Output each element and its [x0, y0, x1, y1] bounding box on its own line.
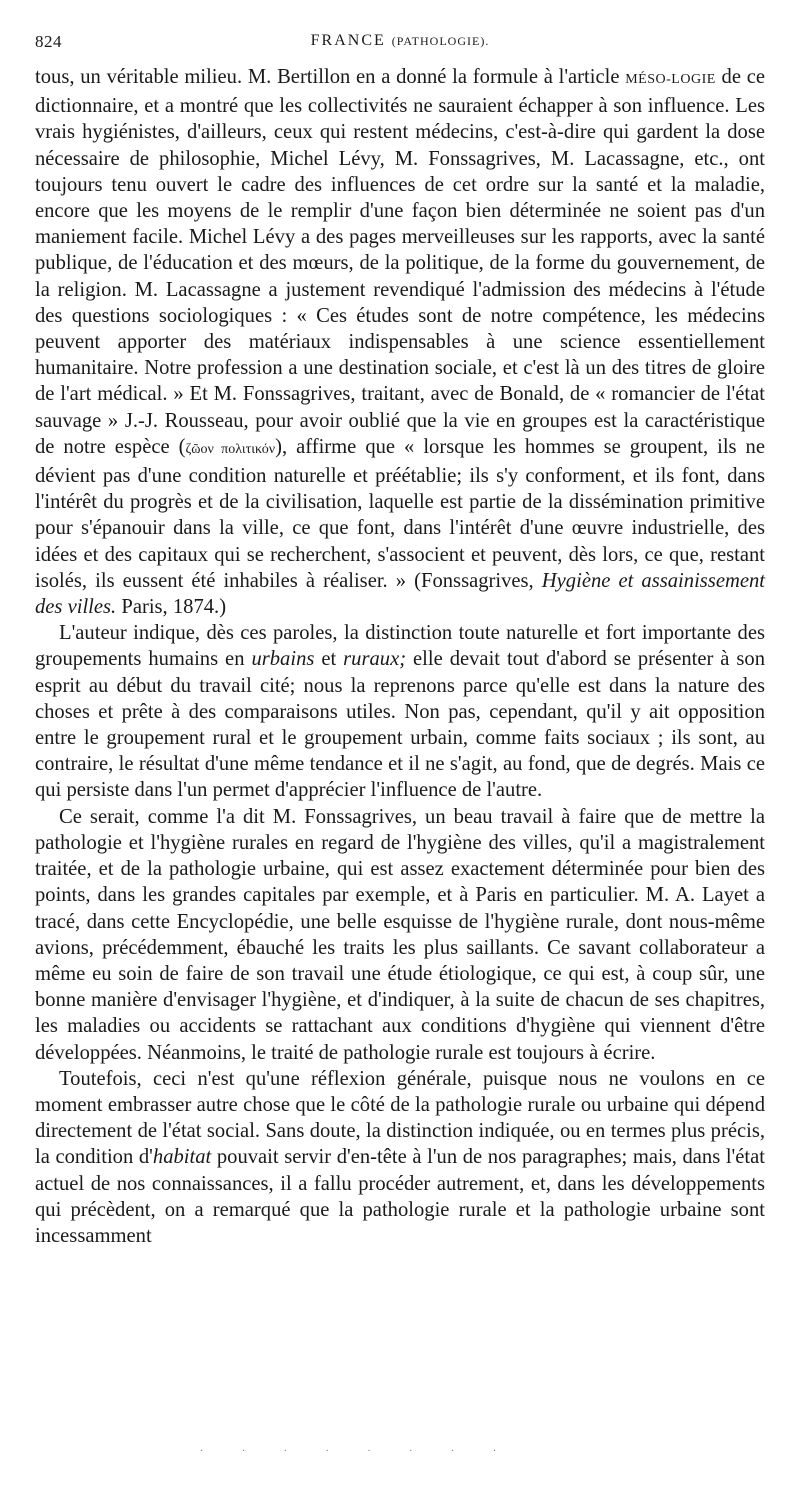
scan-artifact-dots: · · · · · · · · [200, 1446, 515, 1457]
p2-italic-2: ruraux; [343, 648, 407, 671]
p1-text-b: de ce dictionnaire, et a montré que les collectivités ne sauraient échapper à son influence. Les vrais hygiénistes, d'ailleurs, ceux qui restent médecins, c'est-à-dire qui gardent la dose nécessaire de philosophie, Michel Lévy, M. Fonssagrives, M. Lacassagne, etc., ont toujours tenu ouvert le cadre des influences de cet ordre sur la santé et la maladie, encore que les moyens de le remplir d'une façon bien déterminée ne soient pas d'un maniement facile. Michel Lévy a des pages merveilleuses sur les rapports, avec la santé publique, de l'éducation et des mœurs, de la politique, de la forme du gouvernement, de la religion. M. Lacassagne a justement revendiqué l'admission des médecins à l'étude des questions sociologiques : « Ces études sont de notre compétence, les médecins peuvent apporter des matériaux indispensables à une science essentiellement humanitaire. Notre profession a une destination sociale, et c'est là un des titres de gloire de l'art médical. » Et M. Fonssagrives, traitant, avec de Bonald, de « romancier de l'état sauvage » J.-J. Rousseau, pour avoir oublié que la vie en groupes est la caractéristique de notre espèce ( [35, 66, 765, 458]
p1-text-d: Paris, 1874.) [116, 596, 227, 619]
page [35, 28, 765, 1249]
paragraph-1 [35, 64, 765, 620]
p2-text-a: L'auteur indique, dès ces paroles, la distinction toute naturelle et fort importante des groupements humains en [35, 622, 765, 671]
p1-text-c: ), affirme que « lorsque les hommes se groupent, ils ne dévient pas d'une condition naturelle et préétablie; ils s'y conforment, et ils font, dans l'intérêt du progrès et de la civilisation, laquelle est partie de la dissémination primitive pour s'épanouir dans la ville, ce que font, dans l'intérêt d'une œuvre industrielle, des idées et des capitaux qui se recherchent, s'associent et peuvent, dès lors, ce que, restant isolés, ils eussent été inhabiles à réaliser. » (Fonssagrives, [35, 435, 765, 592]
running-head [35, 28, 765, 64]
p1-smallcaps: MÉSO-LOGIE [625, 72, 716, 87]
p2-text-c: elle devait tout d'abord se présenter à son esprit au début du travail cité; nous la reprenons parce qu'elle est dans la nature des choses et prête à des comparaisons utiles. Non pas, cependant, qu'il y ait opposition entre le groupement rural et le groupement urbain, comme faits sociaux ; ils sont, au contraire, le résultat d'une même tendance et il ne s'agit, au fond, que de degrés. Mais ce qui persiste dans l'un permet d'apprécier l'influence de l'autre. [35, 648, 765, 802]
p2-italic-1: urbains [251, 648, 315, 671]
p1-greek: ζῶον πολιτικόν [185, 441, 276, 457]
p2-text-b: et [314, 648, 344, 671]
p1-italic-title: Hygiène et assainissement des villes. [35, 569, 765, 619]
p4-italic: habitat [152, 1146, 212, 1169]
running-title [35, 32, 765, 50]
p4-text-b: pouvait servir d'en-tête à l'un de nos paragraphes; mais, dans l'état actuel de nos connaissances, il a fallu procéder autrement, et, dans les développements qui précèdent, on a remarqué que la pathologie rurale et la pathologie urbaine sont incessamment [35, 1146, 765, 1247]
paragraph-4 [35, 1066, 765, 1249]
running-title-main: FRANCE [310, 32, 386, 49]
body-text [35, 64, 765, 1249]
paragraph-2 [35, 620, 765, 803]
p4-text-a: Toutefois, ceci n'est qu'une réflexion générale, puisque nous ne voulons en ce moment embrasser autre chose que le côté de la pathologie rurale ou urbaine qui dépend directement de l'état social. Sans doute, la distinction indiquée, ou en termes plus précis, la condition d' [35, 1067, 765, 1169]
paragraph-3: Ce serait, comme l'a dit M. Fonssagrives, un beau travail à faire que de mettre la pathologie et l'hygiène rurales en regard de l'hygiène des villes, qu'il a magistralement traitée, et de la pathologie urbaine, qui est assez exactement déterminée pour bien des points, dans les grandes capitales par exemple, et à Paris en particulier. M. A. Layet a tracé, dans cette Encyclopédie, une belle esquisse de l'hygiène rurale, dont nous-même avions, précédemment, ébauché les traits les plus saillants. Ce savant collaborateur a même eu soin de faire de son travail une étude étiologique, ce qui est, à coup sûr, une bonne manière d'envisager l'hygiène, et d'indiquer, à la suite de chacun de ses chapitres, les maladies ou accidents se rattachant aux conditions d'hygiène qui viennent d'être développées. Néanmoins, le traité de pathologie rurale est toujours à écrire. [35, 805, 765, 1064]
p1-text-a: tous, un véritable milieu. M. Bertillon en a donné la formule à l'article [35, 66, 626, 88]
running-title-sub: (PATHOLOGIE). [391, 34, 490, 48]
page-number: 824 [35, 32, 62, 51]
